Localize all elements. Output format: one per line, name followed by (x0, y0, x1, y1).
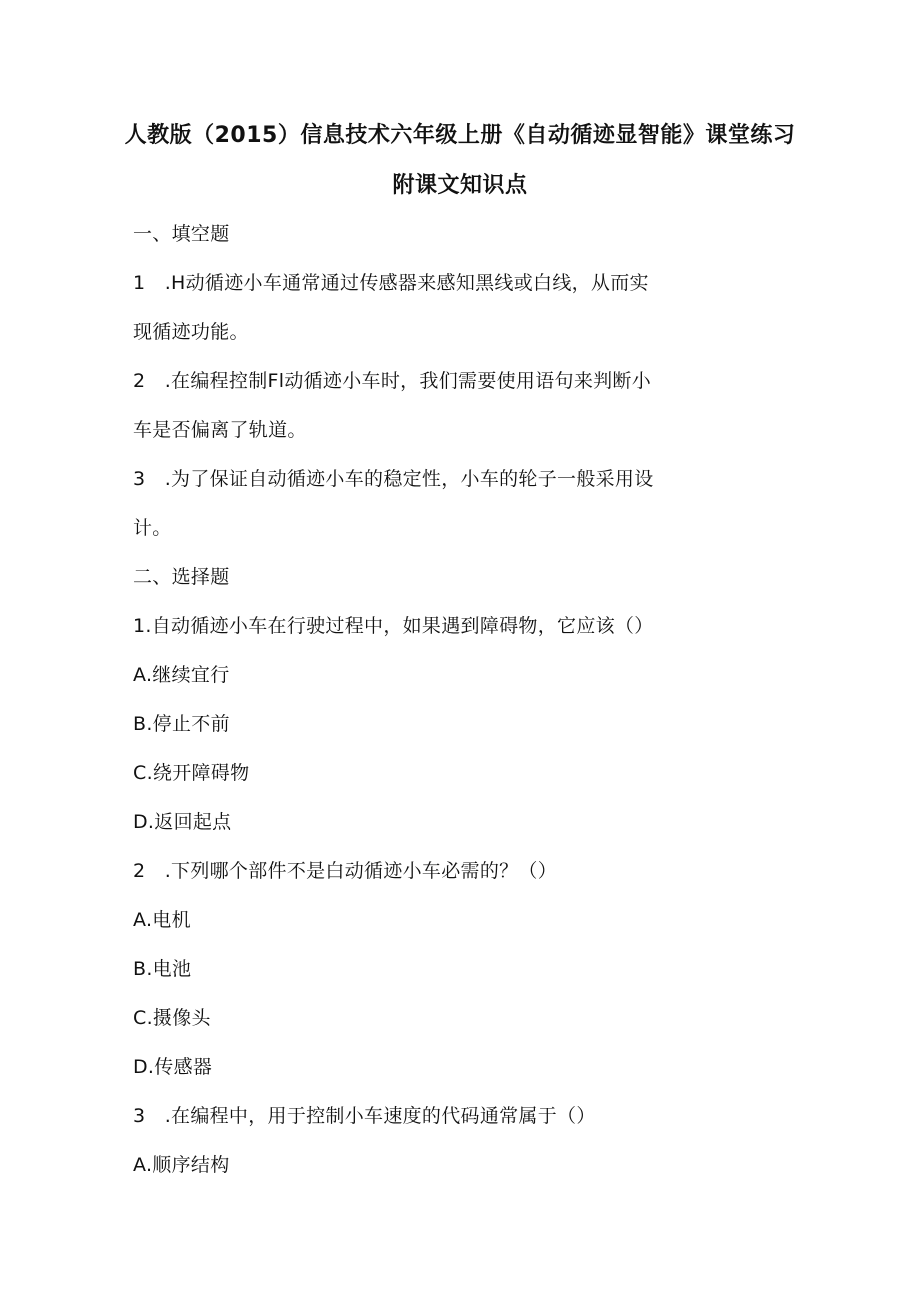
fill-blank-q2-line1: 2 .在编程控制Fl动循迹小车时，我们需要使用语句来判断小 (133, 370, 652, 392)
choice-q2-option-b: B.电池 (133, 958, 192, 980)
choice-q1-option-d: D.返回起点 (133, 811, 232, 833)
choice-q2-question: 2 .下列哪个部件不是白动循迹小车必需的？（） (133, 860, 558, 882)
choice-q1-option-a: A.继续宜行 (133, 664, 230, 686)
fill-blank-q1-line1: 1 .H动循迹小车通常通过传感器来感知黑线或白线，从而实 (133, 272, 649, 294)
fill-blank-q3-line1: 3 .为了保证自动循迹小车的稳定性，小车的轮子一般采用设 (133, 468, 654, 490)
section-heading-choice: 二、选择题 (133, 566, 230, 588)
choice-q3-option-a: A.顺序结构 (133, 1154, 230, 1176)
choice-q3-question: 3 .在编程中，用于控制小车速度的代码通常属于（） (133, 1105, 596, 1127)
choice-q1-question: 1.自动循迹小车在行驶过程中，如果遇到障碍物，它应该（） (133, 615, 654, 637)
choice-q2-option-a: A.电机 (133, 909, 191, 931)
choice-q1-option-b: B.停止不前 (133, 713, 230, 735)
fill-blank-q3-line2: 计。 (133, 517, 172, 539)
section-heading-fill-blank: 一、填空题 (133, 223, 230, 245)
choice-q2-option-c: C.摄像头 (133, 1007, 211, 1029)
document-title-line2: 附课文知识点 (392, 173, 528, 198)
fill-blank-q2-line2: 车是否偏离了轨道。 (133, 419, 307, 441)
fill-blank-q1-line2: 现循迹功能。 (133, 321, 249, 343)
document-title-line1: 人教版（2015）信息技术六年级上册《自动循迹显智能》课堂练习 (124, 123, 796, 148)
choice-q2-option-d: D.传感器 (133, 1056, 213, 1078)
choice-q1-option-c: C.绕开障碍物 (133, 762, 250, 784)
